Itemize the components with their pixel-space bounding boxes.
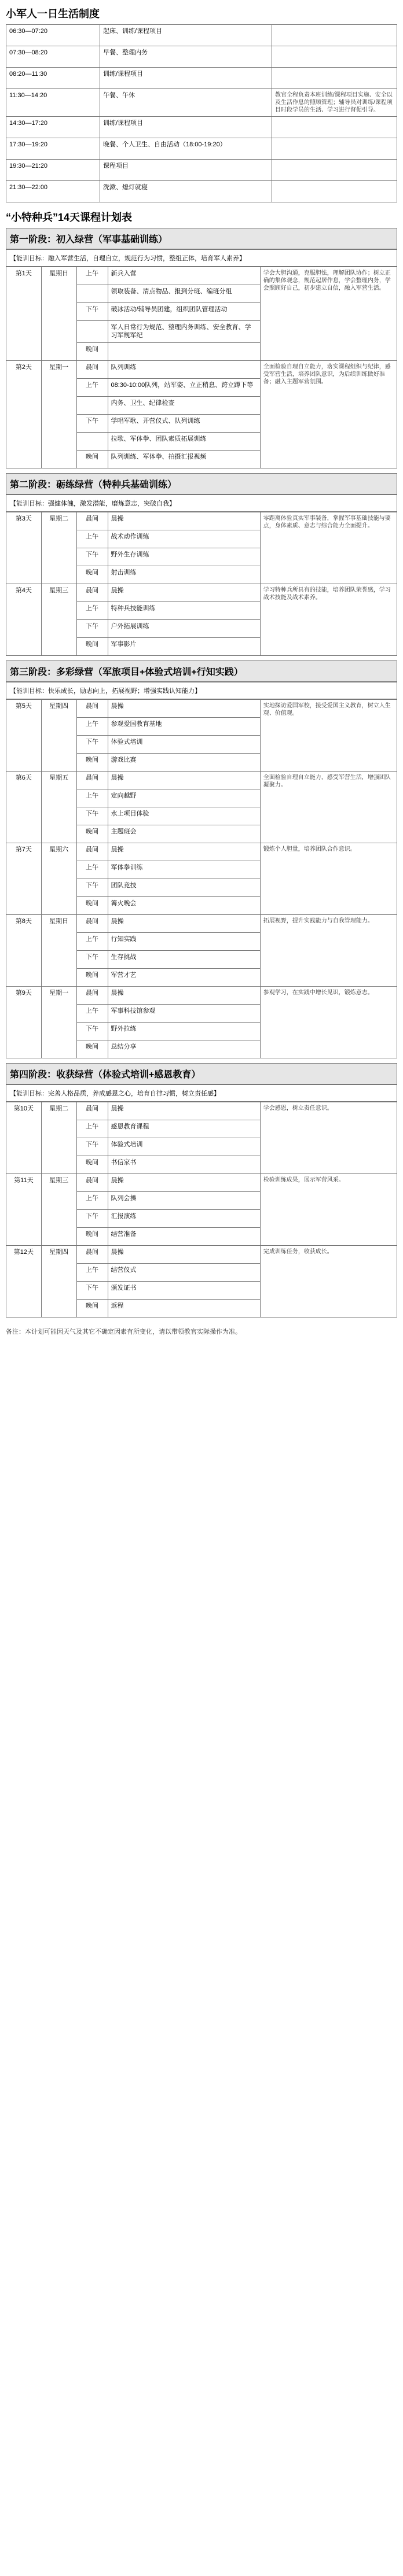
period-label: 下午 — [76, 303, 108, 321]
day-label: 第4天 — [6, 584, 42, 655]
stage-goal: 【能训目标：融入军营生活，自理自立，规范行为习惯，整组正体，培育军人素养】 — [6, 249, 397, 267]
period-label: 下午 — [76, 548, 108, 566]
daily-activity: 午餐、午休 — [100, 89, 272, 117]
week-label: 星期日 — [41, 914, 76, 986]
period-content: 主题班会 — [108, 825, 260, 843]
period-content: 生存挑战 — [108, 950, 260, 968]
stage-spacer — [6, 1058, 397, 1063]
period-label — [76, 396, 108, 414]
period-content: 战术动作训练 — [108, 530, 260, 548]
period-content: 队列训练、军体拳、拍摄汇报视频 — [108, 450, 260, 468]
daily-row — [6, 117, 397, 138]
daily-time: 14:30—17:20 — [6, 117, 100, 138]
period-label: 下午 — [76, 1281, 108, 1299]
period-content: 团队竞技 — [108, 879, 260, 896]
daily-note — [272, 68, 397, 89]
daily-note — [272, 181, 397, 202]
period-label: 下午 — [76, 1022, 108, 1040]
daily-time: 17:30—19:20 — [6, 138, 100, 160]
period-label: 上午 — [76, 601, 108, 619]
stage-goal: 【能训目标：完善人格品质，养成感恩之心，培育自律习惯，树立责任感】 — [6, 1084, 397, 1102]
period-label: 上午 — [76, 267, 108, 285]
week-label: 星期三 — [41, 584, 76, 655]
period-label: 晨间 — [76, 986, 108, 1004]
period-content: 晨操 — [108, 699, 260, 717]
footnote: 备注：本计划可能因天气及其它不确定因素有所变化，请以带领教官实际操作为准。 — [6, 1328, 241, 1335]
week-label: 星期日 — [41, 267, 76, 361]
period-label: 晚间 — [76, 968, 108, 986]
stage-table — [6, 699, 397, 1058]
period-label: 下午 — [76, 1209, 108, 1227]
day-label: 第9天 — [6, 986, 42, 1058]
period-content: 晨操 — [108, 986, 260, 1004]
period-label: 下午 — [76, 619, 108, 637]
period-content: 队列会操 — [108, 1191, 260, 1209]
week-label: 星期四 — [41, 1245, 76, 1317]
daily-time: 11:30—14:20 — [6, 89, 100, 117]
period-content: 学唱军歌、开营仪式、队列训练 — [108, 414, 260, 432]
day-label: 第11天 — [6, 1173, 42, 1245]
period-content: 书信家书 — [108, 1156, 260, 1173]
daily-time: 08:20—11:30 — [6, 68, 100, 89]
period-content: 水上项目体验 — [108, 807, 260, 825]
period-content: 08:30-10:00队列，站军姿、立正稍息、跨立蹲下等 — [108, 378, 260, 396]
daily-activity: 晚餐、个人卫生、自由活动（18:00-19:20） — [100, 138, 272, 160]
stage-row — [6, 986, 397, 1004]
stage-table — [6, 267, 397, 468]
stage-spacer — [6, 656, 397, 660]
daily-note — [272, 160, 397, 181]
period-label: 下午 — [76, 1138, 108, 1156]
period-content: 军体拳训练 — [108, 861, 260, 879]
period-content: 篝火晚会 — [108, 896, 260, 914]
period-label: 晨间 — [76, 699, 108, 717]
period-label: 晚间 — [76, 1227, 108, 1245]
period-content: 户外拓展训练 — [108, 619, 260, 637]
daily-schedule-table — [6, 24, 397, 202]
daily-row — [6, 89, 397, 117]
stage-goal: 【能训目标：快乐成长，励志向上，拓展视野；增强实践认知能力】 — [6, 682, 397, 699]
daily-note — [272, 46, 397, 68]
week-label: 星期三 — [41, 1173, 76, 1245]
daily-activity: 起床、训练/课程项目 — [100, 25, 272, 46]
daily-activity: 早餐、整理内务 — [100, 46, 272, 68]
daily-time: 07:30—08:20 — [6, 46, 100, 68]
period-content: 晨操 — [108, 1245, 260, 1263]
period-content: 游戏比赛 — [108, 753, 260, 771]
day-description: 零距离体验真实军事装备，掌握军事基础技能与要点，身体素质、意志与综合能力全面提升。 — [260, 512, 397, 584]
period-content: 行知实践 — [108, 932, 260, 950]
day-label: 第3天 — [6, 512, 42, 584]
period-label — [76, 432, 108, 450]
period-content: 结营准备 — [108, 1227, 260, 1245]
period-label: 上午 — [76, 1004, 108, 1022]
day-description: 参观学习，在实践中增长见识，锻炼意志。 — [260, 986, 397, 1058]
stage-spacer — [6, 1317, 397, 1322]
stage-row — [6, 843, 397, 861]
period-content: 领取装备、清点物品、报到分班、编班分组 — [108, 285, 260, 303]
day-description: 完成训练任务，收获成长。 — [260, 1245, 397, 1317]
period-label: 下午 — [76, 950, 108, 968]
day-description: 学会大胆沟通，克服胆怯，理解团队协作；树立正确的集体观念，规范起居作息，学会整理内务，学会照顾好自己，初步建立自信，融入军营生活。 — [260, 267, 397, 361]
period-label: 上午 — [76, 717, 108, 735]
daily-time: 21:30—22:00 — [6, 181, 100, 202]
day-description: 学习特种兵所具有的技能，培养团队荣誉感，学习战术技能及战术素养。 — [260, 584, 397, 655]
period-content: 结营仪式 — [108, 1263, 260, 1281]
daily-activity: 训练/课程项目 — [100, 68, 272, 89]
period-content: 拉歌、军体拳、团队素质拓展训练 — [108, 432, 260, 450]
daily-note — [272, 25, 397, 46]
day-label: 第8天 — [6, 914, 42, 986]
period-label — [76, 321, 108, 343]
period-content: 晨操 — [108, 914, 260, 932]
period-content: 参观爱国教育基地 — [108, 717, 260, 735]
period-label: 下午 — [76, 807, 108, 825]
daily-time: 19:30—21:20 — [6, 160, 100, 181]
period-label: 上午 — [76, 1263, 108, 1281]
day-description: 锻炼个人胆量，培养团队合作意识。 — [260, 843, 397, 914]
period-content: 总结分享 — [108, 1040, 260, 1058]
period-label: 晚间 — [76, 1156, 108, 1173]
period-label: 晨间 — [76, 584, 108, 601]
daily-schedule-title: 小军人一日生活制度 — [6, 8, 100, 20]
period-label: 晨间 — [76, 1245, 108, 1263]
day-description: 实地探访爱国军校，接受爱国主义教育，树立人生观、价值观。 — [260, 699, 397, 771]
stage-row — [6, 1173, 397, 1191]
day-label: 第7天 — [6, 843, 42, 914]
period-label: 晨间 — [76, 771, 108, 789]
daily-note — [272, 138, 397, 160]
day-description: 学会感恩，树立责任意识。 — [260, 1102, 397, 1173]
daily-note: 教官全程负责本班训练/课程项目实施、安全以及生活作息的照顾管理；辅导员对训练/课程项目时段学员的生活、学习进行督促引导。 — [272, 89, 397, 117]
period-content: 晨操 — [108, 1102, 260, 1120]
stage-table — [6, 1102, 397, 1317]
period-content: 晨操 — [108, 512, 260, 530]
stage-header: 第三阶段：多彩绿营（军旅项目+体验式培训+行知实践） — [6, 660, 397, 682]
day-description: 拓展视野，提升实践能力与自我管理能力。 — [260, 914, 397, 986]
period-content: 晨操 — [108, 771, 260, 789]
daily-row — [6, 138, 397, 160]
period-content: 军事影片 — [108, 637, 260, 655]
plan-stages — [6, 228, 397, 1322]
week-label: 星期五 — [41, 771, 76, 843]
stage-table — [6, 512, 397, 656]
period-content: 军人日常行为规范、整理内务训练、安全教育、学习军规军纪 — [108, 321, 260, 343]
week-label: 星期二 — [41, 512, 76, 584]
period-label: 晨间 — [76, 1102, 108, 1120]
stage-header: 第四阶段：收获绿营（体验式培训+感恩教育） — [6, 1063, 397, 1084]
period-label: 晨间 — [76, 360, 108, 378]
period-label: 晨间 — [76, 512, 108, 530]
period-content: 晨操 — [108, 843, 260, 861]
stage-row — [6, 914, 397, 932]
period-content: 体验式培训 — [108, 1138, 260, 1156]
period-content: 感恩教育课程 — [108, 1120, 260, 1138]
daily-note — [272, 117, 397, 138]
period-content: 野外生存训练 — [108, 548, 260, 566]
period-label: 晚间 — [76, 1040, 108, 1058]
period-content: 破冰活动/辅导员团建，组织团队管理活动 — [108, 303, 260, 321]
daily-row — [6, 25, 397, 46]
period-content: 队列训练 — [108, 360, 260, 378]
stage-row — [6, 1245, 397, 1263]
period-content: 体验式培训 — [108, 735, 260, 753]
period-label: 下午 — [76, 414, 108, 432]
period-content: 定向越野 — [108, 789, 260, 807]
week-label: 星期一 — [41, 986, 76, 1058]
day-label: 第5天 — [6, 699, 42, 771]
period-label: 晚间 — [76, 896, 108, 914]
period-label: 上午 — [76, 1191, 108, 1209]
period-content: 新兵入营 — [108, 267, 260, 285]
period-label: 晨间 — [76, 914, 108, 932]
period-label: 下午 — [76, 879, 108, 896]
period-content: 野外拉练 — [108, 1022, 260, 1040]
period-content: 汇报演练 — [108, 1209, 260, 1227]
period-content: 晨操 — [108, 1173, 260, 1191]
day-description: 全面检验自理自立能力，感受军营生活，增强团队凝聚力。 — [260, 771, 397, 843]
period-content: 射击训练 — [108, 566, 260, 584]
period-label: 晚间 — [76, 825, 108, 843]
week-label: 星期六 — [41, 843, 76, 914]
stage-row — [6, 267, 397, 285]
daily-row — [6, 160, 397, 181]
period-content: 颁发证书 — [108, 1281, 260, 1299]
stage-row — [6, 512, 397, 530]
period-label: 下午 — [76, 735, 108, 753]
period-label: 晚间 — [76, 342, 108, 360]
period-label: 上午 — [76, 932, 108, 950]
stage-row — [6, 699, 397, 717]
period-label: 上午 — [76, 1120, 108, 1138]
stage-header: 第二阶段：砺练绿营（特种兵基础训练） — [6, 473, 397, 494]
period-content: 返程 — [108, 1299, 260, 1317]
period-label: 晚间 — [76, 637, 108, 655]
day-label: 第6天 — [6, 771, 42, 843]
period-label — [76, 285, 108, 303]
week-label: 星期一 — [41, 360, 76, 468]
period-label: 晨间 — [76, 1173, 108, 1191]
stage-spacer — [6, 468, 397, 473]
stage-header: 第一阶段：初入绿营（军事基础训练） — [6, 228, 397, 249]
period-content: 特种兵技能训练 — [108, 601, 260, 619]
period-label: 上午 — [76, 378, 108, 396]
daily-row — [6, 181, 397, 202]
period-label: 晨间 — [76, 843, 108, 861]
week-label: 星期二 — [41, 1102, 76, 1173]
day-description: 全面检验自理自立能力，落实课程组织与纪律，感受军营生活，培养团队意识，为后续训练做好准备；融入主题军营氛围。 — [260, 360, 397, 468]
stage-row — [6, 1102, 397, 1120]
day-label: 第2天 — [6, 360, 42, 468]
period-label: 晚间 — [76, 753, 108, 771]
period-content: 军营才艺 — [108, 968, 260, 986]
period-label: 上午 — [76, 861, 108, 879]
period-label: 上午 — [76, 530, 108, 548]
daily-activity: 洗漱、熄灯就寝 — [100, 181, 272, 202]
period-content: 军事科技馆参观 — [108, 1004, 260, 1022]
daily-activity: 训练/课程项目 — [100, 117, 272, 138]
period-label: 上午 — [76, 789, 108, 807]
stage-row — [6, 771, 397, 789]
period-label: 晚间 — [76, 566, 108, 584]
period-content: 内务、卫生、纪律检查 — [108, 396, 260, 414]
daily-activity: 课程项目 — [100, 160, 272, 181]
period-content — [108, 342, 260, 360]
period-label: 晚间 — [76, 1299, 108, 1317]
stage-row — [6, 584, 397, 601]
plan-title: “小特种兵”14天课程计划表 — [6, 212, 133, 223]
stage-goal: 【能训目标：强健体魄，激发潜能，磨炼意志，突破自我】 — [6, 494, 397, 512]
daily-time: 06:30—07:20 — [6, 25, 100, 46]
day-label: 第12天 — [6, 1245, 42, 1317]
period-label: 晚间 — [76, 450, 108, 468]
day-description: 检验训练成果，展示军营风采。 — [260, 1173, 397, 1245]
day-label: 第1天 — [6, 267, 42, 361]
daily-row — [6, 46, 397, 68]
stage-row — [6, 360, 397, 378]
daily-row — [6, 68, 397, 89]
week-label: 星期四 — [41, 699, 76, 771]
period-content: 晨操 — [108, 584, 260, 601]
day-label: 第10天 — [6, 1102, 42, 1173]
